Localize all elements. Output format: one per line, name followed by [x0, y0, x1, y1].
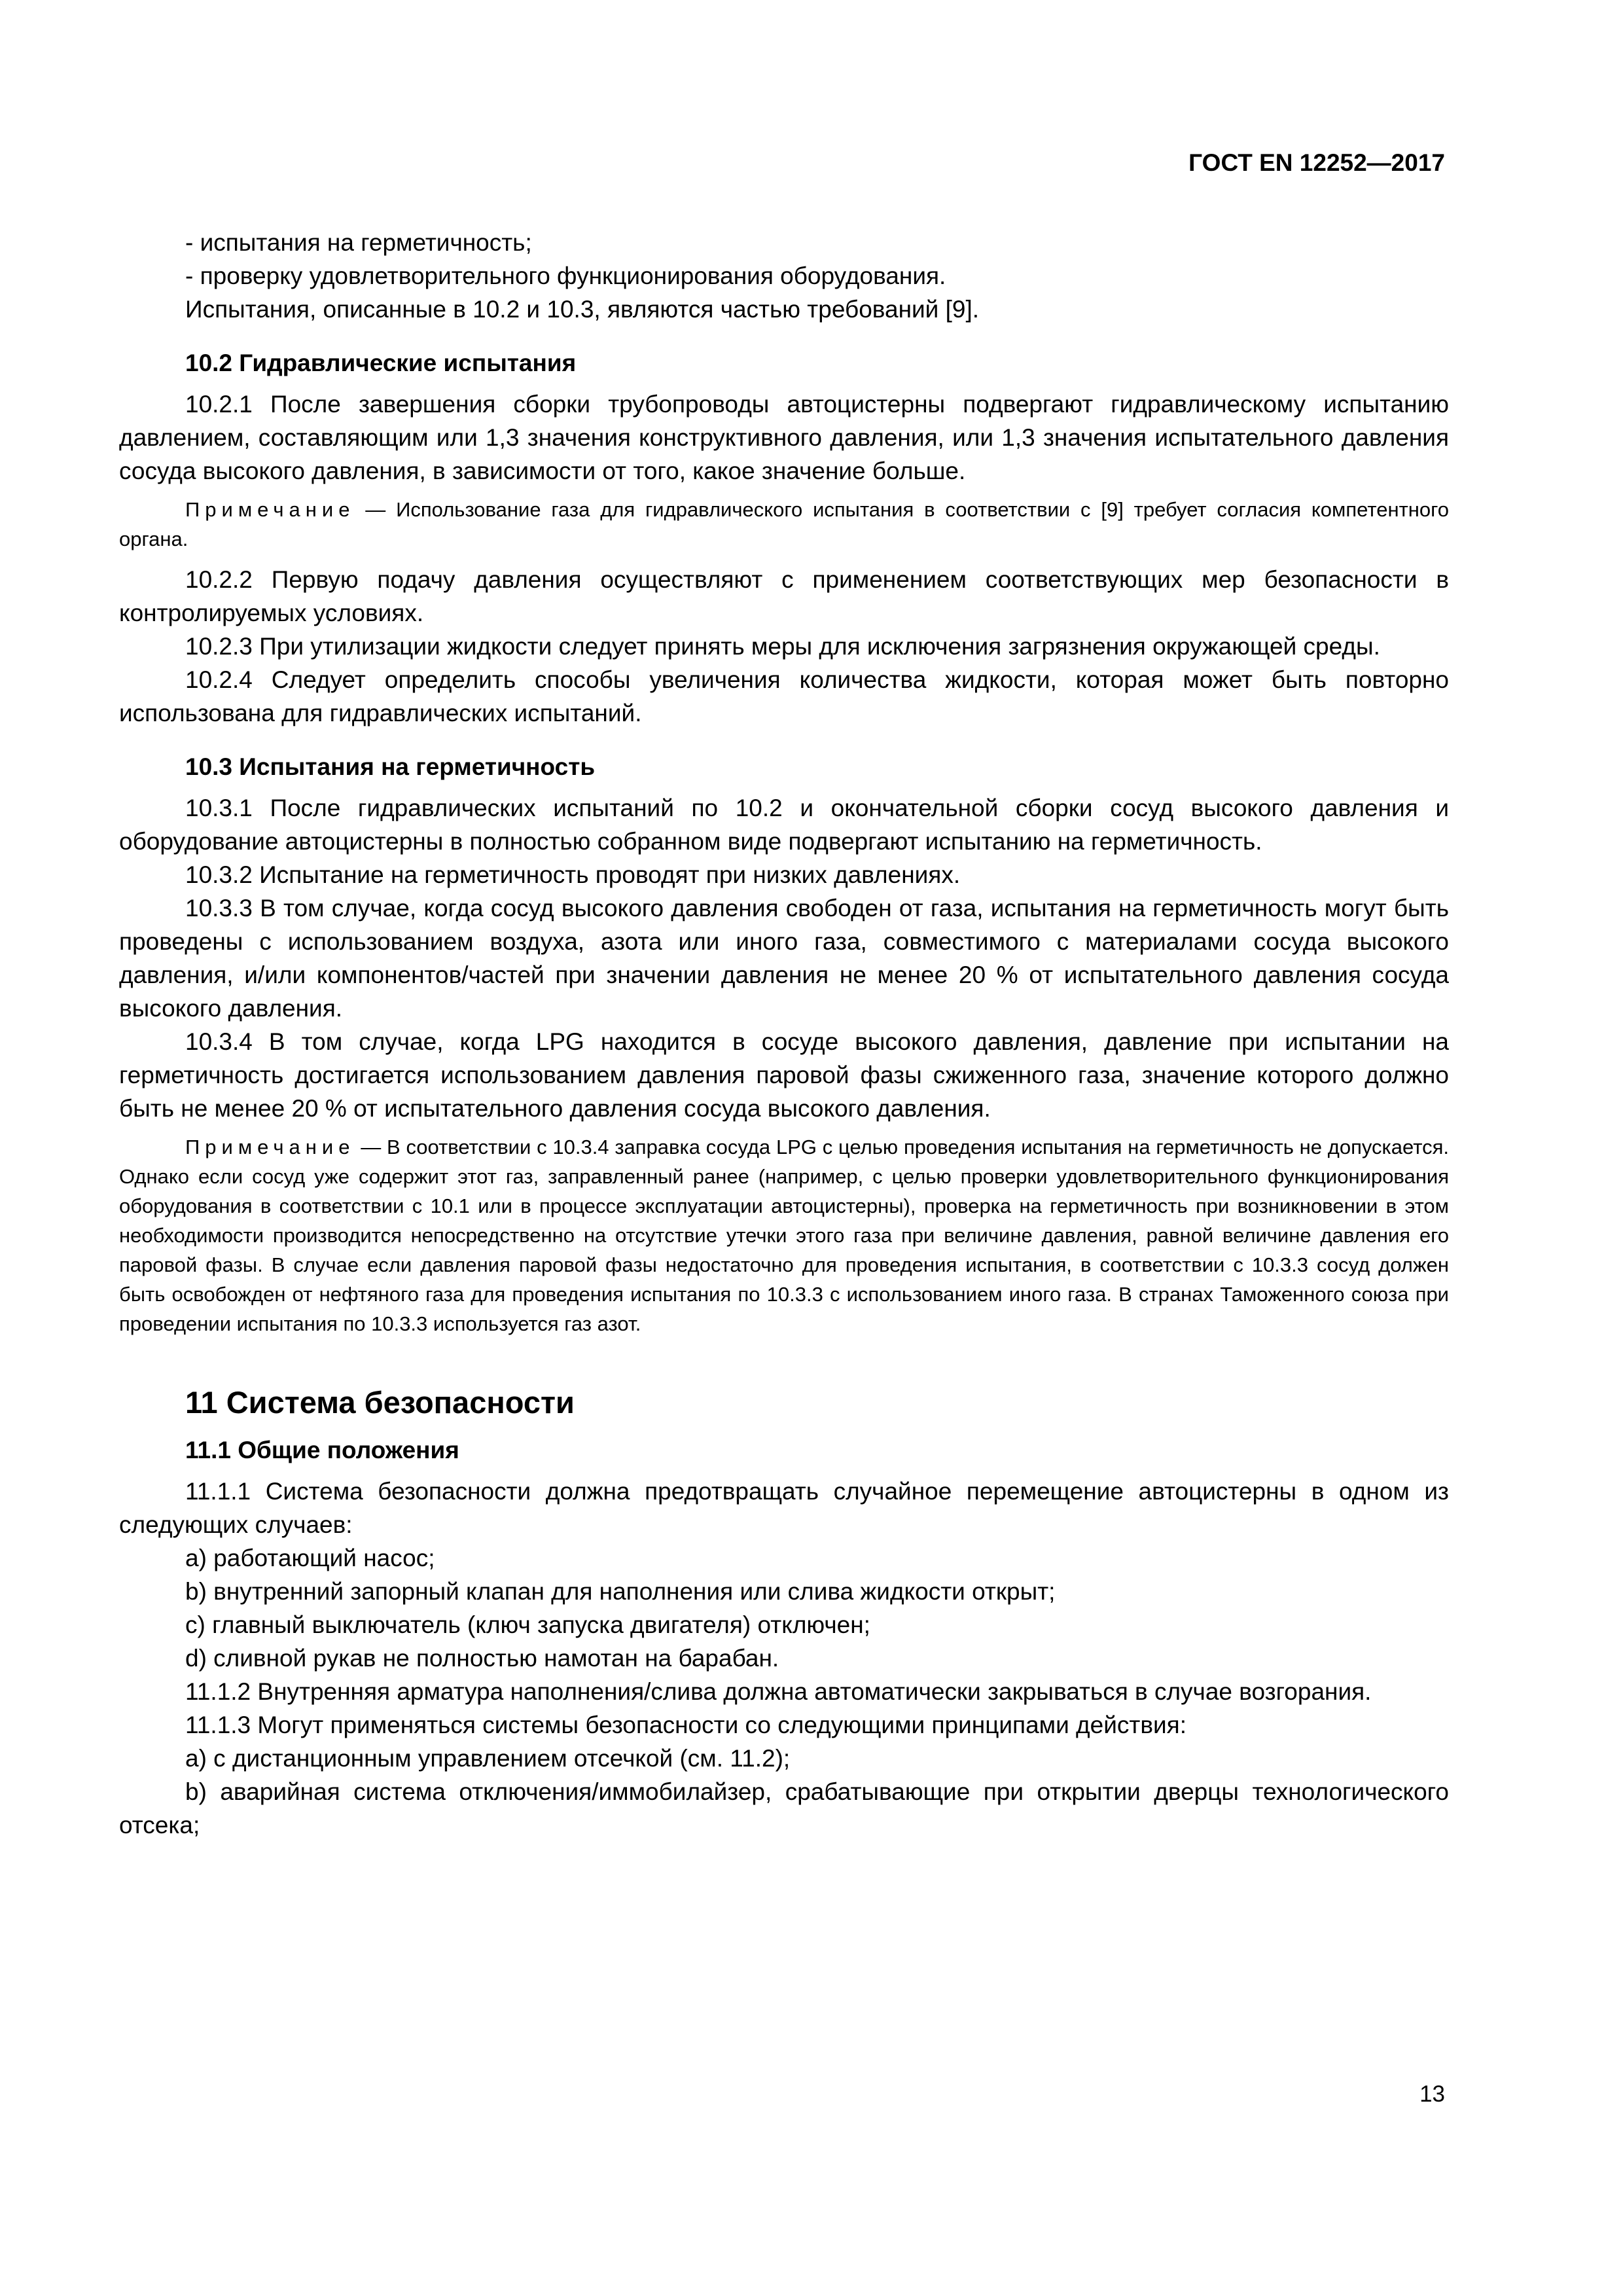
paragraph-10-2-4: 10.2.4 Следует определить способы увеличения количества жидкости, которая может быть повторно использована для гидравлических испытаний.: [119, 666, 1449, 726]
paragraph-11-1-3: 11.1.3 Могут применяться системы безопасности со следующими принципами действия:: [185, 1712, 1186, 1738]
list-item: b) внутренний запорный клапан для наполнения или слива жидкости открыт;: [185, 1578, 1056, 1605]
paragraph-10-2-2: 10.2.2 Первую подачу давления осуществляют с применением соответствующих мер безопасности в контролируемых условиях.: [119, 566, 1449, 626]
note: [119, 1132, 1449, 1338]
list-item: c) главный выключатель (ключ запуска двигателя) отключен;: [185, 1611, 870, 1638]
paragraph-10-2-3: 10.2.3 При утилизации жидкости следует принять меры для исключения загрязнения окружающей среды.: [185, 633, 1380, 660]
document-code: ГОСТ EN 12252—2017: [1188, 149, 1445, 176]
chapter-heading-11: 11 Система безопасности: [185, 1385, 575, 1420]
section-heading-11-1: 11.1 Общие положения: [185, 1437, 459, 1463]
list-item: d) сливной рукав не полностью намотан на барабан.: [185, 1645, 779, 1672]
paragraph-11-1-1: 11.1.1 Система безопасности должна предотвращать случайное перемещение автоцистерны в одном из следующих случаев:: [119, 1478, 1449, 1538]
list-item: a) с дистанционным управлением отсечкой (см. 11.2);: [185, 1745, 791, 1772]
paragraph-10-3-3: 10.3.3 В том случае, когда сосуд высокого давления свободен от газа, испытания на герметичность могут быть проведены с использованием воздуха, азота или иного газа, совместимого с материалами сосуда высокого давления, и/или компонентов/частей при значении давления не менее 20 % от испытательного давления сосуда высокого давления.: [119, 895, 1449, 1022]
list-item: b) аварийная система отключения/иммобилайзер, срабатывающие при открытии дверцы технологического отсека;: [119, 1778, 1449, 1839]
page-body: [119, 226, 1449, 1842]
list-item: - испытания на герметичность;: [185, 229, 532, 256]
paragraph-11-1-2: 11.1.2 Внутренняя арматура наполнения/слива должна автоматически закрываться в случае возгорания.: [185, 1678, 1372, 1705]
list-item: - проверку удовлетворительного функционирования оборудования.: [185, 262, 946, 289]
note-text: — В соответствии с 10.3.4 заправка сосуда LPG с целью проведения испытания на герметичность не допускается. Однако если сосуд уже содержит этот газ, заправленный ранее (например, с целью проверки удовлетворительного функционирования оборудования в соответствии с 10.1 или в процессе эксплуатации автоцистерны), проверка на герметичность при возникновении в этом необходимости производится непосредственно на отсутствие утечки этого газа при величине давления, равной величине давления его паровой фазы. В случае если давления паровой фазы недостаточно для проведения испытания, в соответствии с 10.3.3 сосуд должен быть освобожден от нефтяного газа для проведения испытания по 10.3.3 с использованием иного газа. В странах Таможенного союза при проведении испытания по 10.3.3 используется газ азот.: [119, 1136, 1449, 1335]
paragraph-10-3-2: 10.3.2 Испытание на герметичность проводят при низких давлениях.: [185, 861, 961, 888]
list-item: a) работающий насос;: [185, 1545, 435, 1571]
paragraph-10-3-1: 10.3.1 После гидравлических испытаний по 10.2 и окончательной сборки сосуд высокого давления и оборудование автоцистерны в полностью собранном виде подвергают испытанию на герметичность.: [119, 795, 1449, 855]
paragraph: Испытания, описанные в 10.2 и 10.3, являются частью требований [9].: [185, 296, 980, 323]
section-heading-10-3: 10.3 Испытания на герметичность: [185, 753, 596, 780]
section-heading-10-2: 10.2 Гидравлические испытания: [185, 350, 577, 376]
paragraph-10-3-4: 10.3.4 В том случае, когда LPG находится в сосуде высокого давления, давление при испытании на герметичность достигается использованием давления паровой фазы сжиженного газа, значение которого должно быть не менее 20 % от испытательного давления сосуда высокого давления.: [119, 1028, 1449, 1122]
note-label: Примечание: [185, 1136, 355, 1158]
page-number: 13: [1419, 2081, 1445, 2107]
note: [119, 495, 1449, 554]
note-text: — Использование газа для гидравлического испытания в соответствии с [9] требует согласия компетентного органа.: [119, 498, 1449, 550]
note-label: Примечание: [185, 498, 355, 521]
paragraph-10-2-1: 10.2.1 После завершения сборки трубопроводы автоцистерны подвергают гидравлическому испытанию давлением, составляющим или 1,3 значения конструктивного давления, или 1,3 значения испытательного давления сосуда высокого давления, в зависимости от того, какое значение больше.: [119, 391, 1449, 484]
